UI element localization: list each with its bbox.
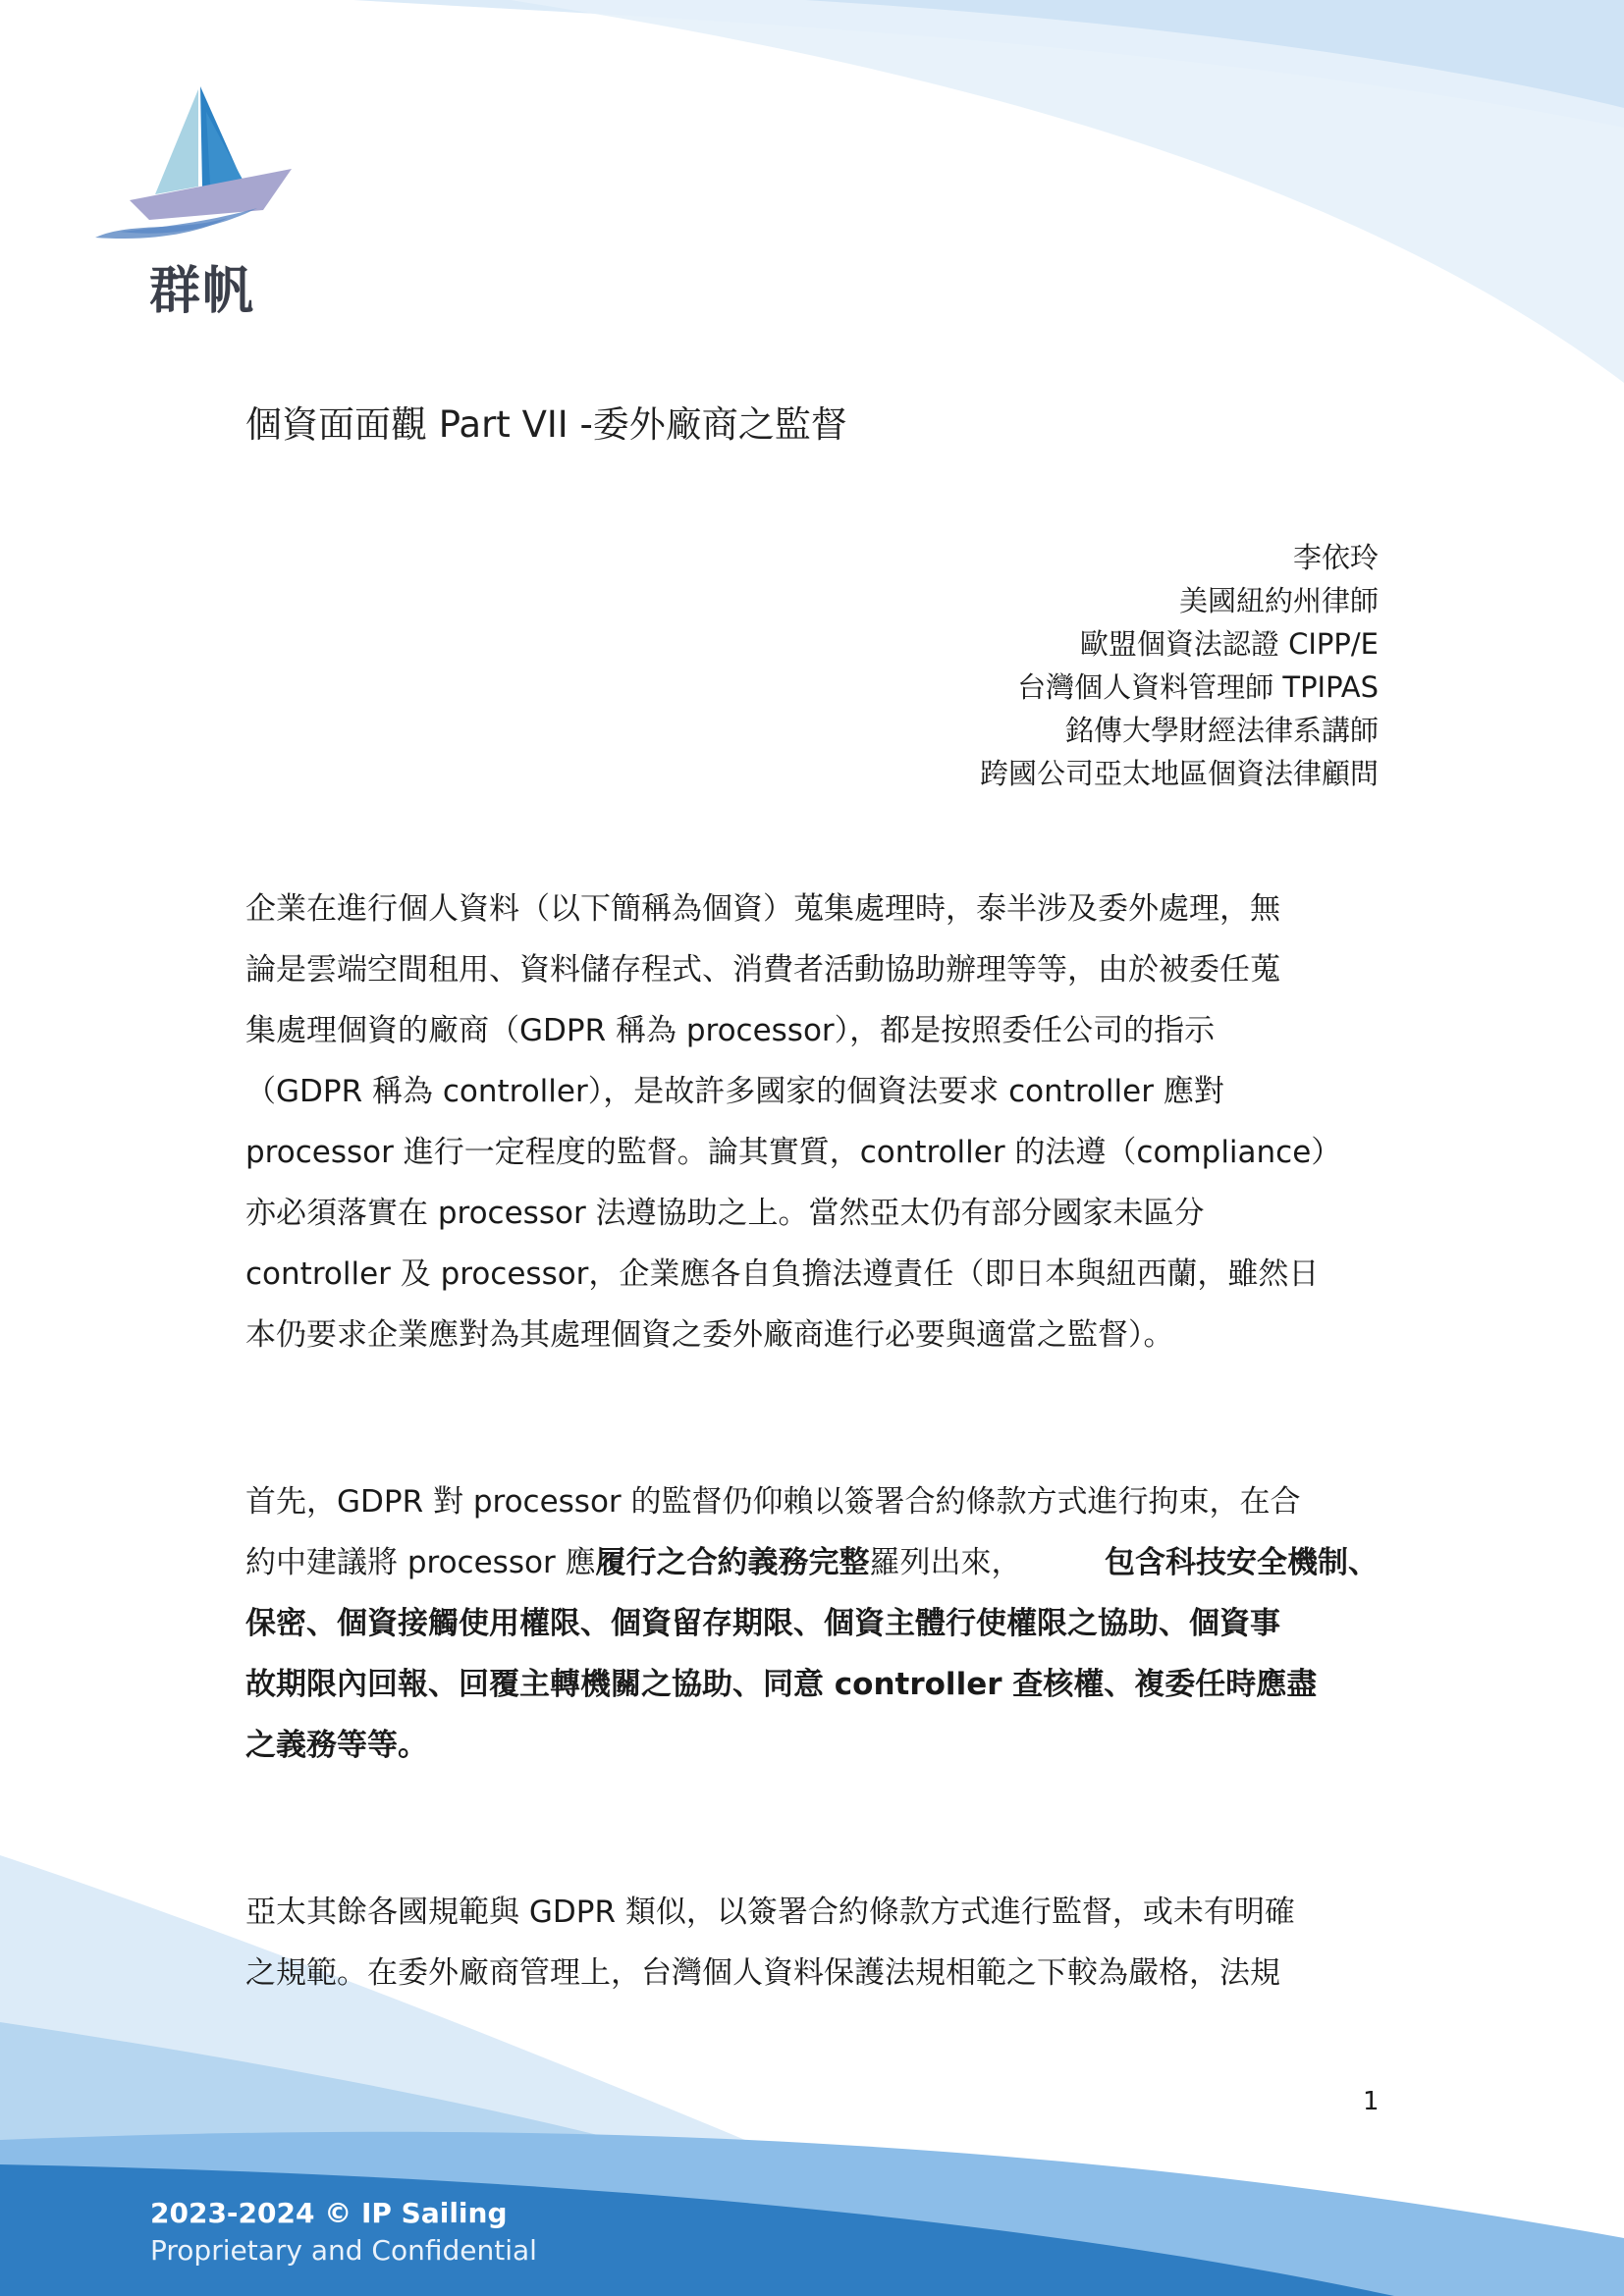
author-name: 李依玲 bbox=[1292, 541, 1379, 574]
text-segment: 羅列出來， bbox=[869, 1545, 1022, 1580]
text-line: 本仍要求企業應對為其處理個資之委外廠商進行必要與適當之監督）。 bbox=[245, 1317, 1174, 1353]
company-logo bbox=[90, 84, 306, 320]
footer-confidential: Proprietary and Confidential bbox=[150, 2234, 537, 2267]
text-line: 集處理個資的廠商（GDPR 稱為 processor），都是按照委任公司的指示 bbox=[245, 1013, 1216, 1048]
author-credential: 跨國公司亞太地區個資法律顧問 bbox=[979, 757, 1379, 790]
text-line-bold: 之義務等等。 bbox=[245, 1728, 428, 1763]
document-title: 個資面面觀 Part VII -委外廠商之監督 bbox=[245, 403, 847, 446]
text-line: processor 進行一定程度的監督。論其實質，controller 的法遵（compliance） bbox=[245, 1135, 1342, 1170]
author-block bbox=[980, 536, 1379, 795]
paragraph-gdpr-processor bbox=[245, 1471, 1379, 1776]
footer bbox=[150, 2195, 537, 2269]
author-credential: 歐盟個資法認證 CIPP/E bbox=[1079, 627, 1379, 661]
page-number: 1 bbox=[1363, 2087, 1380, 2116]
text-line: 亞太其餘各國規範與 GDPR 類似，以簽署合約條款方式進行監督，或未有明確 bbox=[245, 1895, 1295, 1930]
text-line: 亦必須落實在 processor 法遵協助之上。當然亞太仍有部分國家未區分 bbox=[245, 1196, 1205, 1231]
author-credential: 銘傳大學財經法律系講師 bbox=[1064, 714, 1379, 747]
text-segment-bold: 包含科技安全機制、 bbox=[1105, 1545, 1379, 1580]
text-line: controller 及 processor，企業應各自負擔法遵責任（即日本與紐西蘭，雖然日 bbox=[245, 1256, 1320, 1292]
paragraph-outsourcing-intro bbox=[245, 879, 1379, 1365]
logo-wordmark: 群帆 bbox=[149, 262, 256, 321]
text-segment: 約中建議將 processor 應 bbox=[245, 1545, 596, 1580]
sailboat-icon bbox=[90, 84, 297, 241]
author-credential: 台灣個人資料管理師 TPIPAS bbox=[1017, 670, 1379, 704]
text-line-bold: 保密、個資接觸使用權限、個資留存期限、個資主體行使權限之協助、個資事 bbox=[245, 1606, 1280, 1641]
text-line bbox=[245, 1532, 1379, 1593]
author-credential: 美國紐約州律師 bbox=[1178, 584, 1379, 617]
text-line: 之規範。在委外廠商管理上，台灣個人資料保護法規相範之下較為嚴格，法規 bbox=[245, 1955, 1280, 1991]
text-segment-bold: 履行之合約義務完整 bbox=[595, 1545, 870, 1580]
text-line: 論是雲端空間租用、資料儲存程式、消費者活動協助辦理等等，由於被委任蒐 bbox=[245, 952, 1280, 988]
text-line: （GDPR 稱為 controller），是故許多國家的個資法要求 controller 應對 bbox=[245, 1074, 1224, 1109]
text-line-bold: 故期限內回報、回覆主轉機關之協助、同意 controller 查核權、複委任時應盡 bbox=[245, 1667, 1318, 1702]
text-line: 首先，GDPR 對 processor 的監督仍仰賴以簽署合約條款方式進行拘束，在合 bbox=[245, 1484, 1301, 1520]
paragraph-apac-regulation bbox=[245, 1882, 1379, 2003]
footer-copyright: 2023-2024 © IP Sailing bbox=[150, 2197, 508, 2229]
text-line: 企業在進行個人資料（以下簡稱為個資）蒐集處理時，泰半涉及委外處理，無 bbox=[245, 891, 1280, 927]
